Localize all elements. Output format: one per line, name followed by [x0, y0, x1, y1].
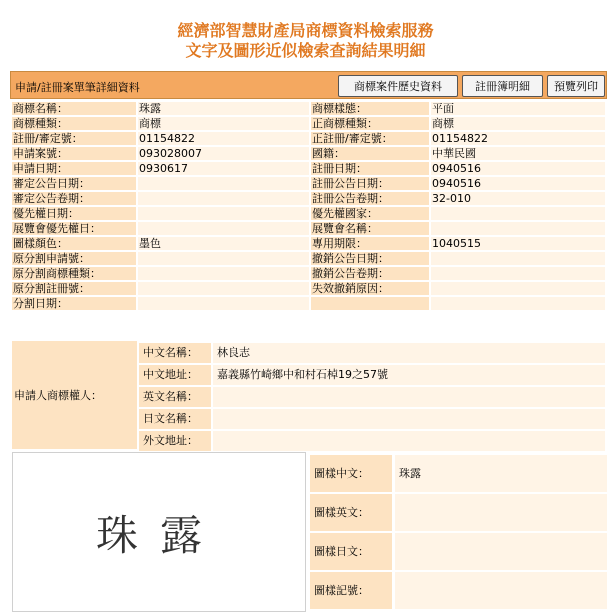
field-label: 撤銷公告日期： — [311, 252, 429, 265]
field-value — [431, 282, 605, 295]
owner-field-label: 中文地址： — [139, 365, 211, 385]
field-label: 註冊/審定號： — [12, 132, 136, 145]
owner-label: 申請人商標權人： — [14, 389, 102, 402]
detail-header-bar — [10, 71, 607, 99]
detail-row — [12, 102, 605, 115]
field-value: 0930617 — [138, 162, 309, 175]
mark-description-value — [395, 494, 607, 531]
detail-row — [12, 162, 605, 175]
field-value — [431, 222, 605, 235]
page-title: 經濟部智慧財產局商標資料檢索服務 — [177, 21, 434, 40]
detail-row — [12, 267, 605, 280]
field-value — [138, 252, 309, 265]
field-label: 展覽會優先權日： — [12, 222, 136, 235]
mark-description-row — [310, 533, 607, 570]
detail-row — [12, 207, 605, 220]
detail-row — [12, 192, 605, 205]
detail-table — [10, 100, 607, 312]
detail-row — [12, 222, 605, 235]
register-detail-button[interactable]: 註冊簿明細 — [462, 75, 543, 97]
owner-section — [10, 341, 607, 449]
detail-header-label: 申請/註冊案單筆詳細資料 — [15, 81, 140, 94]
field-value: 01154822 — [431, 132, 605, 145]
history-button[interactable]: 商標案件歷史資料 — [338, 75, 458, 97]
field-value: 中華民國 — [431, 147, 605, 160]
field-label: 商標樣態： — [311, 102, 429, 115]
field-value — [431, 267, 605, 280]
field-label: 申請案號： — [12, 147, 136, 160]
mark-description-row — [310, 455, 607, 492]
owner-field-label: 英文名稱： — [139, 387, 211, 407]
field-label: 商標名稱： — [12, 102, 136, 115]
field-value: 商標 — [431, 117, 605, 130]
mark-description-row — [310, 494, 607, 531]
field-label: 撤銷公告卷期： — [311, 267, 429, 280]
owner-field-value: 林良志 — [213, 343, 605, 363]
field-label: 審定公告日期： — [12, 177, 136, 190]
field-value — [138, 267, 309, 280]
owner-row — [139, 365, 605, 385]
field-value: 093028007 — [138, 147, 309, 160]
field-label: 優先權國家： — [311, 207, 429, 220]
mark-description-label: 圖樣記號： — [310, 572, 392, 609]
field-label: 申請日期： — [12, 162, 136, 175]
owner-label-cell — [12, 341, 137, 449]
mark-description-label: 圖樣英文： — [310, 494, 392, 531]
trademark-image — [12, 452, 306, 612]
field-value — [138, 282, 309, 295]
field-value: 商標 — [138, 117, 309, 130]
detail-row — [12, 177, 605, 190]
field-label: 原分割申請號： — [12, 252, 136, 265]
owner-field-value — [213, 387, 605, 407]
field-value — [431, 297, 605, 310]
field-label: 專用期限： — [311, 237, 429, 250]
field-value: 平面 — [431, 102, 605, 115]
field-value: 1040515 — [431, 237, 605, 250]
mark-description-label: 圖樣中文： — [310, 455, 392, 492]
field-value: 32-010 — [431, 192, 605, 205]
field-label: 優先權日期： — [12, 207, 136, 220]
field-value — [431, 207, 605, 220]
field-label: 正商標種類： — [311, 117, 429, 130]
field-value — [431, 252, 605, 265]
mark-description-value — [395, 533, 607, 570]
field-label: 原分割商標種類： — [12, 267, 136, 280]
page-subtitle: 文字及圖形近似檢索查詢結果明細 — [185, 41, 426, 60]
field-label: 註冊日期： — [311, 162, 429, 175]
field-value: 0940516 — [431, 177, 605, 190]
field-label: 失效撤銷原因： — [311, 282, 429, 295]
field-value: 01154822 — [138, 132, 309, 145]
field-label: 商標種類： — [12, 117, 136, 130]
field-label: 審定公告卷期： — [12, 192, 136, 205]
owner-field-value: 嘉義縣竹崎鄉中和村石棹19之57號 — [213, 365, 605, 385]
trademark-image-text: 珠露 — [95, 511, 224, 560]
detail-row — [12, 132, 605, 145]
detail-row — [12, 297, 605, 310]
owner-row — [139, 409, 605, 429]
field-value — [138, 207, 309, 220]
owner-field-label: 中文名稱： — [139, 343, 211, 363]
print-preview-button[interactable]: 預覽列印 — [547, 75, 605, 97]
field-value — [138, 297, 309, 310]
field-label: 註冊公告卷期： — [311, 192, 429, 205]
field-label — [311, 297, 429, 310]
owner-row — [139, 387, 605, 407]
mark-description-value: 珠露 — [395, 455, 607, 492]
mark-description-value — [395, 572, 607, 609]
detail-row — [12, 147, 605, 160]
detail-row — [12, 237, 605, 250]
field-label: 正註冊/審定號： — [311, 132, 429, 145]
field-label: 國籍： — [311, 147, 429, 160]
field-value: 墨色 — [138, 237, 309, 250]
detail-row — [12, 252, 605, 265]
field-value — [138, 222, 309, 235]
field-label: 註冊公告日期： — [311, 177, 429, 190]
detail-row — [12, 117, 605, 130]
field-value — [138, 192, 309, 205]
owner-field-value — [213, 409, 605, 429]
owner-field-label: 日文名稱： — [139, 409, 211, 429]
mark-description-label: 圖樣日文： — [310, 533, 392, 570]
owner-field-label: 外文地址： — [139, 431, 211, 451]
field-label: 展覽會名稱： — [311, 222, 429, 235]
field-label: 原分割註冊號： — [12, 282, 136, 295]
detail-row — [12, 282, 605, 295]
owner-row — [139, 343, 605, 363]
field-value: 珠露 — [138, 102, 309, 115]
mark-description-row — [310, 572, 607, 609]
field-value — [138, 177, 309, 190]
field-value: 0940516 — [431, 162, 605, 175]
field-label: 圖樣顏色： — [12, 237, 136, 250]
field-label: 分割日期： — [12, 297, 136, 310]
owner-row — [139, 431, 605, 451]
owner-field-value — [213, 431, 605, 451]
